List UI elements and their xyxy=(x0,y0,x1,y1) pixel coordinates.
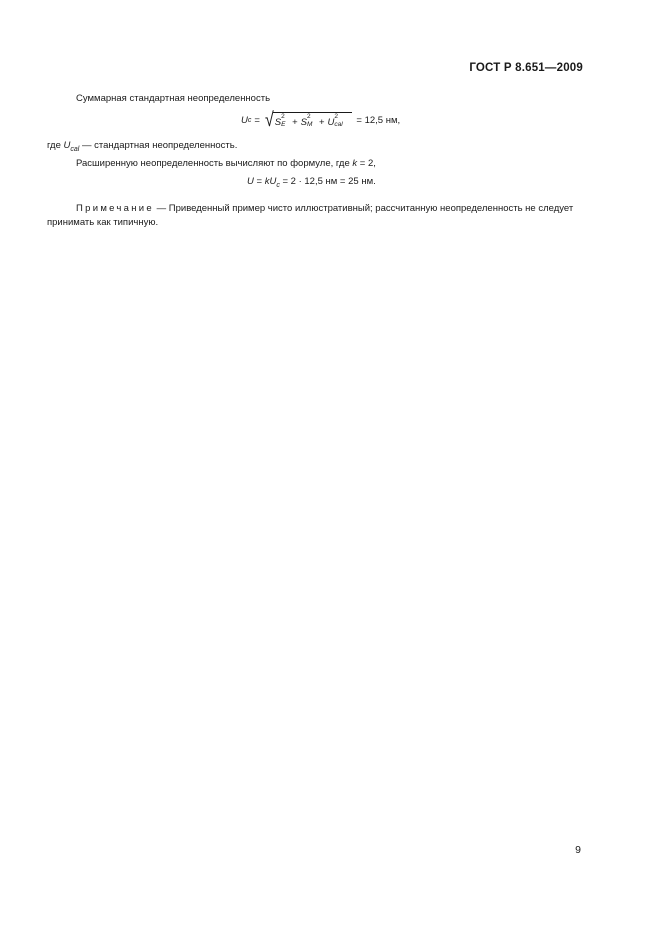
combined-uncertainty-intro: Суммарная стандартная неопределенность xyxy=(76,93,271,104)
note-label: Примечание xyxy=(76,203,154,214)
where-var: U xyxy=(63,140,71,151)
formula-result: = 12,5 нм, xyxy=(356,115,401,126)
plus-2: + xyxy=(318,116,325,128)
radicand xyxy=(273,112,353,129)
term3-var: U xyxy=(327,116,335,128)
term3-indices xyxy=(334,115,350,129)
plus-1: + xyxy=(292,116,298,128)
formula2-k: k xyxy=(264,176,270,187)
where-prefix: где xyxy=(47,140,64,151)
expanded-uncertainty-intro xyxy=(76,158,376,169)
formula2-u2: U xyxy=(269,176,277,187)
term3-sub: cal xyxy=(334,121,343,128)
where-definition xyxy=(47,140,237,153)
standard-id-header: ГОСТ Р 8.651—2009 xyxy=(469,62,583,74)
where-sub: cal xyxy=(70,146,80,153)
formula2-eq1: = xyxy=(253,176,265,187)
formula2-u2-sub: c xyxy=(276,182,280,189)
expanded-text: Расширенную неопределенность вычисляют по формуле, где xyxy=(76,158,353,169)
formula-lhs-sub: c xyxy=(247,117,252,124)
formula-lhs-var: U xyxy=(241,115,248,126)
term1-indices xyxy=(281,115,295,129)
note-text: — Приведенный пример чисто иллюстративный; рассчитанную неопределенность не следует принимать как типичную. xyxy=(47,203,574,228)
expanded-k: k xyxy=(352,158,358,169)
term3-sup: 2 xyxy=(334,113,339,120)
formula2-u: U xyxy=(247,176,254,187)
term1-sub: E xyxy=(281,121,286,128)
formula-equals: = xyxy=(254,115,260,126)
term2-sub: M xyxy=(306,121,313,128)
term2-sup: 2 xyxy=(306,113,311,120)
note-paragraph xyxy=(47,202,582,229)
combined-uncertainty-formula xyxy=(241,109,401,131)
formula2-rest: = 2 · 12,5 нм = 25 нм. xyxy=(279,176,376,187)
term2-var: S xyxy=(300,116,307,128)
page-number: 9 xyxy=(575,844,581,856)
radical-sign-icon: √ xyxy=(264,109,274,131)
term1-sup: 2 xyxy=(281,113,285,120)
square-root xyxy=(264,109,352,131)
expanded-uncertainty-formula xyxy=(247,176,376,189)
term2-indices xyxy=(307,115,321,129)
term1-var: S xyxy=(274,116,282,128)
where-text: — стандартная неопределенность. xyxy=(79,140,238,151)
expanded-end: = 2, xyxy=(357,158,376,169)
